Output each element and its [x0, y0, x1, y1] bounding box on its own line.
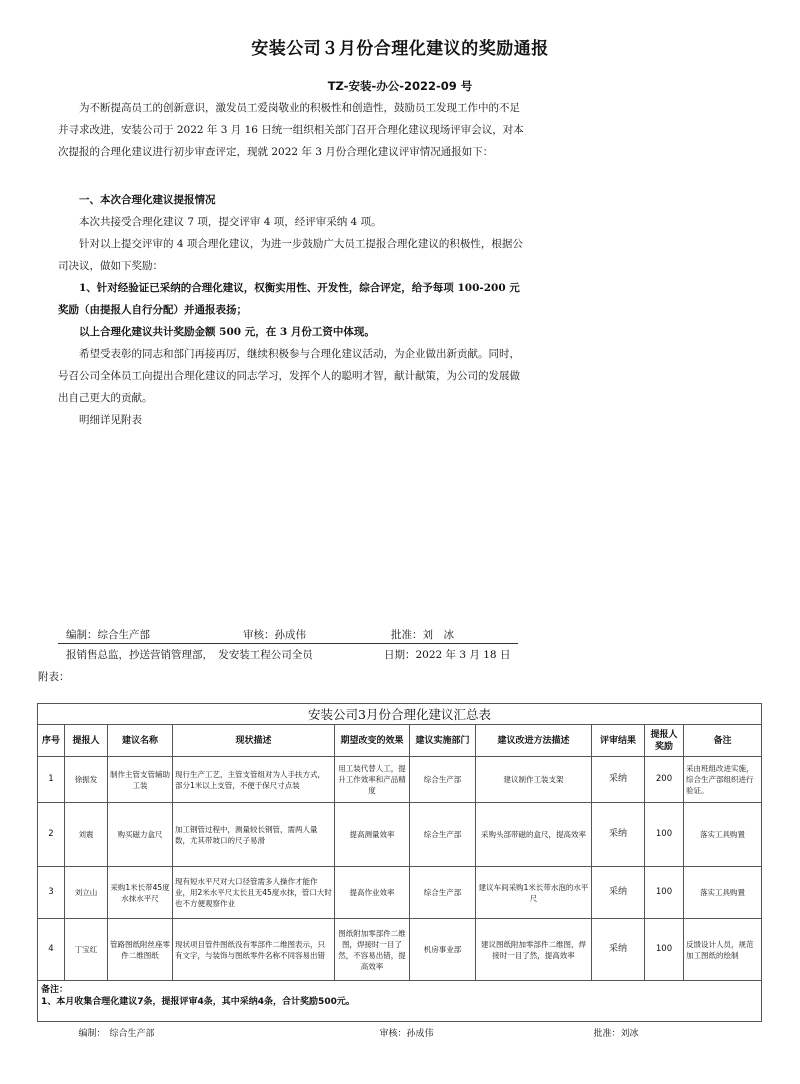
footer-reviewed: 审核：孙成伟 — [379, 1028, 434, 1039]
cell-status: 加工钢管过程中，测量较长钢管，需两人量数，尤其带坡口的尺子易滑 — [173, 803, 335, 867]
cell-proposer: 徐振发 — [65, 757, 108, 803]
footer-compiled-label: 编制： — [78, 1028, 106, 1039]
compiled-by: 编制：综合生产部 — [66, 629, 150, 641]
header-cell: 序号 — [38, 725, 65, 757]
cell-index: 2 — [38, 803, 65, 867]
cell-expected: 图纸附加零部件二维图，焊接时一目了然，不容易出错，提高效率 — [335, 919, 410, 981]
header-cell: 评审结果 — [592, 725, 645, 757]
statistics-paragraph: 本次共接受合理化建议 7 项，提交评审 4 项，经评审采纳 4 项。 — [79, 216, 382, 228]
detail-note: 明细详见附表 — [79, 414, 142, 426]
header-cell: 提报人奖励 — [645, 725, 684, 757]
header-cell: 建议改进方法描述 — [476, 725, 592, 757]
cell-proposal: 管路图纸附丝座零件二维图纸 — [108, 919, 173, 981]
cell-proposal: 制作主管支管辅助工装 — [108, 757, 173, 803]
notes-label: 备注： — [41, 985, 69, 995]
cell-method: 建议车间采购1米长带水泡的水平尺 — [476, 867, 592, 919]
cell-method: 建议图纸附加零部件二维图，焊接时一目了然，提高效率 — [476, 919, 592, 981]
cell-proposer: 丁宝红 — [65, 919, 108, 981]
cell-result: 采纳 — [592, 803, 645, 867]
notice-date: 日期：2022 年 3 月 18 日 — [384, 649, 511, 661]
intro-paragraph: 为不断提高员工的创新意识，激发员工爱岗敬业的积极性和创造性，鼓励员工发现工作中的不足并寻求改进，安装公司于 2022 年 3 月 16 日统一组织相关部门召开合理化建议现场评审会议，对本次提报的合理化建议进行初步审查评定，现就 2022 年 3 月份合理化建议评审情况通报如下： — [58, 102, 524, 158]
cell-reward: 100 — [645, 803, 684, 867]
cell-remark: 落实工具购置 — [684, 803, 762, 867]
cell-proposal: 采购1米长带45度水抹水平尺 — [108, 867, 173, 919]
approved-by: 批准：刘 冰 — [391, 629, 454, 641]
cell-method: 采购头部带磁的盒尺，提高效率 — [476, 803, 592, 867]
cell-reward: 100 — [645, 919, 684, 981]
cell-department: 综合生产部 — [410, 867, 476, 919]
table-footer-row — [38, 1022, 762, 1047]
cell-proposer: 刘震 — [65, 803, 108, 867]
table-row — [38, 803, 762, 867]
table-row — [38, 867, 762, 919]
header-cell: 建议实施部门 — [410, 725, 476, 757]
cell-status: 现有短水平尺对大口径管需多人操作才能作业，用2米水平尺太长且无45度水抹，管口大时也不方便观察作业 — [173, 867, 335, 919]
footer-approved: 批准：刘冰 — [593, 1028, 639, 1039]
signature-divider — [58, 643, 518, 644]
summary-table — [37, 703, 762, 1046]
table-header-row — [38, 725, 762, 757]
cell-reward: 200 — [645, 757, 684, 803]
table-row — [38, 757, 762, 803]
cell-status: 现状项目管件图纸没有零部件二维图表示，只有文字，与装饰与图纸零件名称不同容易出错 — [173, 919, 335, 981]
cell-method: 建议制作工装支架 — [476, 757, 592, 803]
cell-expected: 提高作业效率 — [335, 867, 410, 919]
header-cell: 建议名称 — [108, 725, 173, 757]
attachment-label: 附表： — [38, 671, 70, 683]
footer-compiled: 综合生产部 — [109, 1028, 155, 1039]
notice-title: 安装公司３月份合理化建议的奖励通报 — [251, 39, 549, 59]
notes-text: 1、本月收集合理化建议7条，提报评审4条，其中采纳4条，合计奖励500元。 — [41, 997, 355, 1007]
cell-expected: 用工装代替人工，提升工作效率和产品精度 — [335, 757, 410, 803]
cell-reward: 100 — [645, 867, 684, 919]
cell-remark: 落实工具购置 — [684, 867, 762, 919]
table-caption: 安装公司3月份合理化建议汇总表 — [38, 704, 762, 725]
award-paragraph: 1、针对经验证已采纳的合理化建议，权衡实用性、开发性，综合评定，给予每项 100-200 元奖励（由提报人自行分配）并通报表扬； — [58, 282, 520, 316]
total-paragraph: 以上合理化建议共计奖励金额 500 元，在 3 月份工资中体现。 — [79, 326, 375, 338]
notes-row — [38, 981, 762, 1022]
distribution-line: 报销售总监，抄送营销管理部， 发安装工程公司全员 — [66, 649, 313, 661]
cell-expected: 提高测量效率 — [335, 803, 410, 867]
cell-remark: 采由班组改进实施，综合生产部组织进行验证。 — [684, 757, 762, 803]
cell-index: 3 — [38, 867, 65, 919]
cell-department: 综合生产部 — [410, 803, 476, 867]
cell-result: 采纳 — [592, 757, 645, 803]
section-heading: 一、本次合理化建议提报情况 — [79, 194, 216, 206]
header-cell: 期望改变的效果 — [335, 725, 410, 757]
cell-index: 4 — [38, 919, 65, 981]
cell-department: 综合生产部 — [410, 757, 476, 803]
header-cell: 现状描述 — [173, 725, 335, 757]
cell-result: 采纳 — [592, 867, 645, 919]
closing-paragraph: 希望受表彰的同志和部门再接再厉，继续积极参与合理化建议活动，为企业做出新贡献。同时，号召公司全体员工向提出合理化建议的同志学习，发挥个人的聪明才智，献计献策，为公司的发展做出自己更大的贡献。 — [58, 348, 520, 404]
cell-status: 现行生产工艺，主管支管组对为人手扶方式，部分1米以上支管，不便于保尺寸点装 — [173, 757, 335, 803]
header-cell: 备注 — [684, 725, 762, 757]
cell-department: 机房事业部 — [410, 919, 476, 981]
table-row — [38, 919, 762, 981]
document-number: TZ-安装-办公-2022-09 号 — [327, 79, 473, 93]
cell-index: 1 — [38, 757, 65, 803]
decision-paragraph: 针对以上提交评审的 4 项合理化建议，为进一步鼓励广大员工提报合理化建议的积极性，根据公司决议，做如下奖励： — [58, 238, 523, 272]
reviewed-by: 审核：孙成伟 — [243, 629, 306, 641]
cell-proposal: 购买磁力盒尺 — [108, 803, 173, 867]
cell-result: 采纳 — [592, 919, 645, 981]
notes-cell — [38, 981, 762, 1022]
header-cell: 提报人 — [65, 725, 108, 757]
cell-proposer: 刘立山 — [65, 867, 108, 919]
cell-remark: 反馈设计人员，规范加工图纸的绘制 — [684, 919, 762, 981]
